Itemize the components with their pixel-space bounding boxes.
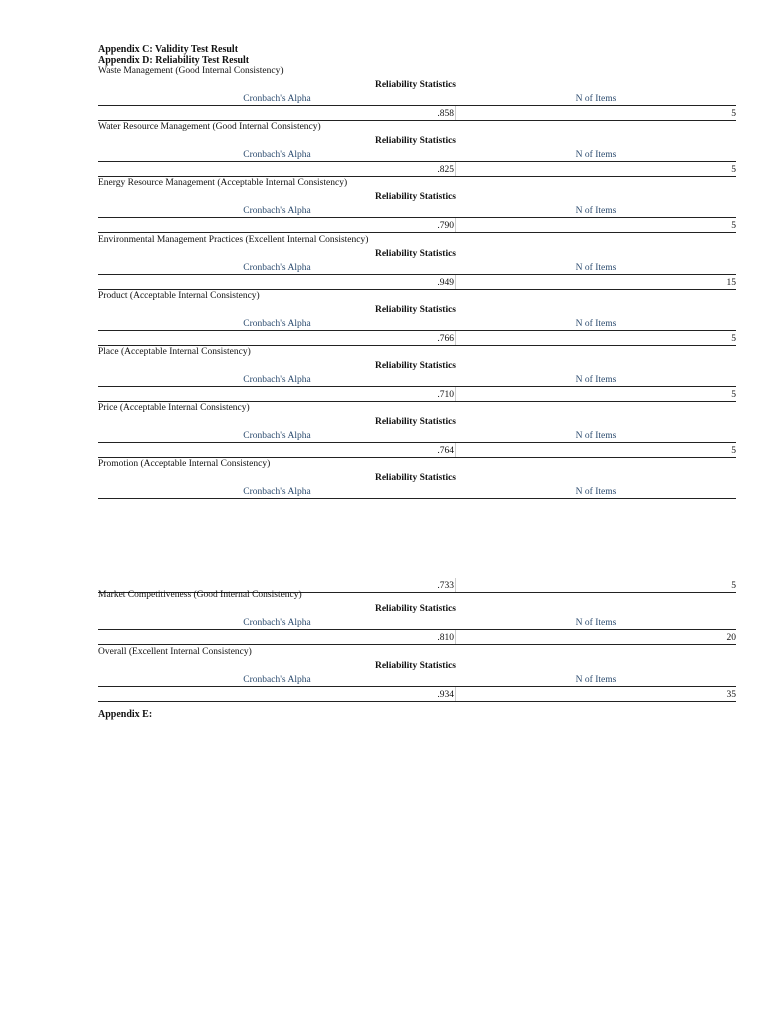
column-header-alpha: Cronbach's Alpha (243, 262, 311, 273)
appendix-d-heading: Appendix D: Reliability Test Result (98, 55, 250, 66)
table-header-row (98, 262, 736, 275)
appendix-c-heading: Appendix C: Validity Test Result (98, 44, 239, 55)
alpha-value: .766 (437, 333, 454, 344)
table-header-row (98, 93, 736, 106)
table-caption: Reliability Statistics (374, 660, 456, 671)
table-row (98, 443, 736, 458)
table-row (98, 162, 736, 177)
reliability-section (98, 66, 736, 122)
reliability-section (98, 647, 736, 703)
alpha-value: .949 (437, 277, 454, 288)
items-value: 5 (731, 581, 736, 592)
column-header-items: N of Items (575, 487, 617, 498)
section-title: Water Resource Management (Good Internal Consistency) (98, 122, 321, 133)
alpha-value: .790 (437, 221, 454, 232)
section-title: Product (Acceptable Internal Consistency) (98, 290, 260, 301)
section-title: Place (Acceptable Internal Consistency) (98, 346, 251, 357)
table-caption: Reliability Statistics (374, 304, 456, 315)
column-header-items: N of Items (575, 318, 617, 329)
document-page (98, 44, 736, 720)
table-header-row (98, 617, 736, 630)
reliability-section (98, 459, 736, 590)
items-value: 5 (731, 446, 736, 457)
table-caption: Reliability Statistics (374, 417, 456, 428)
table-caption: Reliability Statistics (374, 360, 456, 371)
table-caption: Reliability Statistics (374, 473, 456, 484)
table-row (98, 331, 736, 346)
items-value: 5 (731, 109, 736, 119)
column-header-alpha: Cronbach's Alpha (243, 674, 311, 685)
column-header-alpha: Cronbach's Alpha (243, 618, 311, 629)
column-header-alpha: Cronbach's Alpha (243, 94, 311, 104)
items-value: 5 (731, 165, 736, 176)
alpha-value: .810 (437, 633, 454, 644)
section-title: Market Competitiveness (Good Internal Consistency) (98, 590, 302, 601)
table-header-row (98, 149, 736, 162)
table-caption: Reliability Statistics (374, 136, 456, 147)
reliability-section (98, 347, 736, 403)
alpha-value: .825 (437, 165, 454, 176)
table-header-row (98, 205, 736, 218)
alpha-value: .858 (437, 109, 454, 119)
column-header-alpha: Cronbach's Alpha (243, 431, 311, 442)
alpha-value: .934 (437, 689, 454, 700)
table-row (98, 687, 736, 702)
items-value: 15 (726, 277, 736, 288)
reliability-section (98, 590, 736, 646)
column-header-alpha: Cronbach's Alpha (243, 318, 311, 329)
alpha-value: .710 (437, 389, 454, 400)
column-header-items: N of Items (575, 674, 617, 685)
alpha-value: .764 (437, 446, 454, 457)
items-value: 5 (731, 221, 736, 232)
appendix-e-heading: Appendix E: (98, 708, 153, 720)
column-header-alpha: Cronbach's Alpha (243, 206, 311, 217)
items-value: 35 (726, 689, 736, 700)
section-title: Waste Management (Good Internal Consistency) (98, 66, 284, 76)
alpha-value: .733 (437, 581, 454, 592)
column-header-items: N of Items (575, 374, 617, 385)
items-value: 5 (731, 333, 736, 344)
table-row (98, 106, 736, 121)
table-header-row (98, 674, 736, 687)
section-title: Promotion (Acceptable Internal Consistency) (98, 459, 271, 470)
table-row (98, 387, 736, 402)
column-header-items: N of Items (575, 206, 617, 217)
column-header-items: N of Items (575, 431, 617, 442)
reliability-section (98, 235, 736, 291)
column-header-items: N of Items (575, 618, 617, 629)
items-value: 5 (731, 389, 736, 400)
table-row (98, 630, 736, 645)
section-title: Environmental Management Practices (Excellent Internal Consistency) (98, 234, 369, 245)
reliability-section (98, 178, 736, 234)
items-value: 20 (726, 633, 736, 644)
column-header-alpha: Cronbach's Alpha (243, 374, 311, 385)
table-caption: Reliability Statistics (374, 80, 456, 90)
table-header-row (98, 318, 736, 331)
reliability-section (98, 403, 736, 459)
section-title: Energy Resource Management (Acceptable Internal Consistency) (98, 178, 348, 189)
table-caption: Reliability Statistics (374, 604, 456, 615)
table-caption: Reliability Statistics (374, 248, 456, 259)
table-row (98, 275, 736, 290)
table-header-row (98, 430, 736, 443)
column-header-alpha: Cronbach's Alpha (243, 150, 311, 161)
reliability-sections (98, 66, 736, 703)
column-header-alpha: Cronbach's Alpha (243, 487, 311, 498)
table-caption: Reliability Statistics (374, 192, 456, 203)
column-header-items: N of Items (575, 150, 617, 161)
section-title: Overall (Excellent Internal Consistency) (98, 646, 252, 657)
table-row (98, 218, 736, 233)
table-header-row (98, 486, 736, 499)
reliability-section (98, 291, 736, 347)
column-header-items: N of Items (575, 262, 617, 273)
section-title: Price (Acceptable Internal Consistency) (98, 403, 250, 414)
column-header-items: N of Items (575, 94, 617, 104)
table-header-row (98, 374, 736, 387)
reliability-section (98, 122, 736, 178)
